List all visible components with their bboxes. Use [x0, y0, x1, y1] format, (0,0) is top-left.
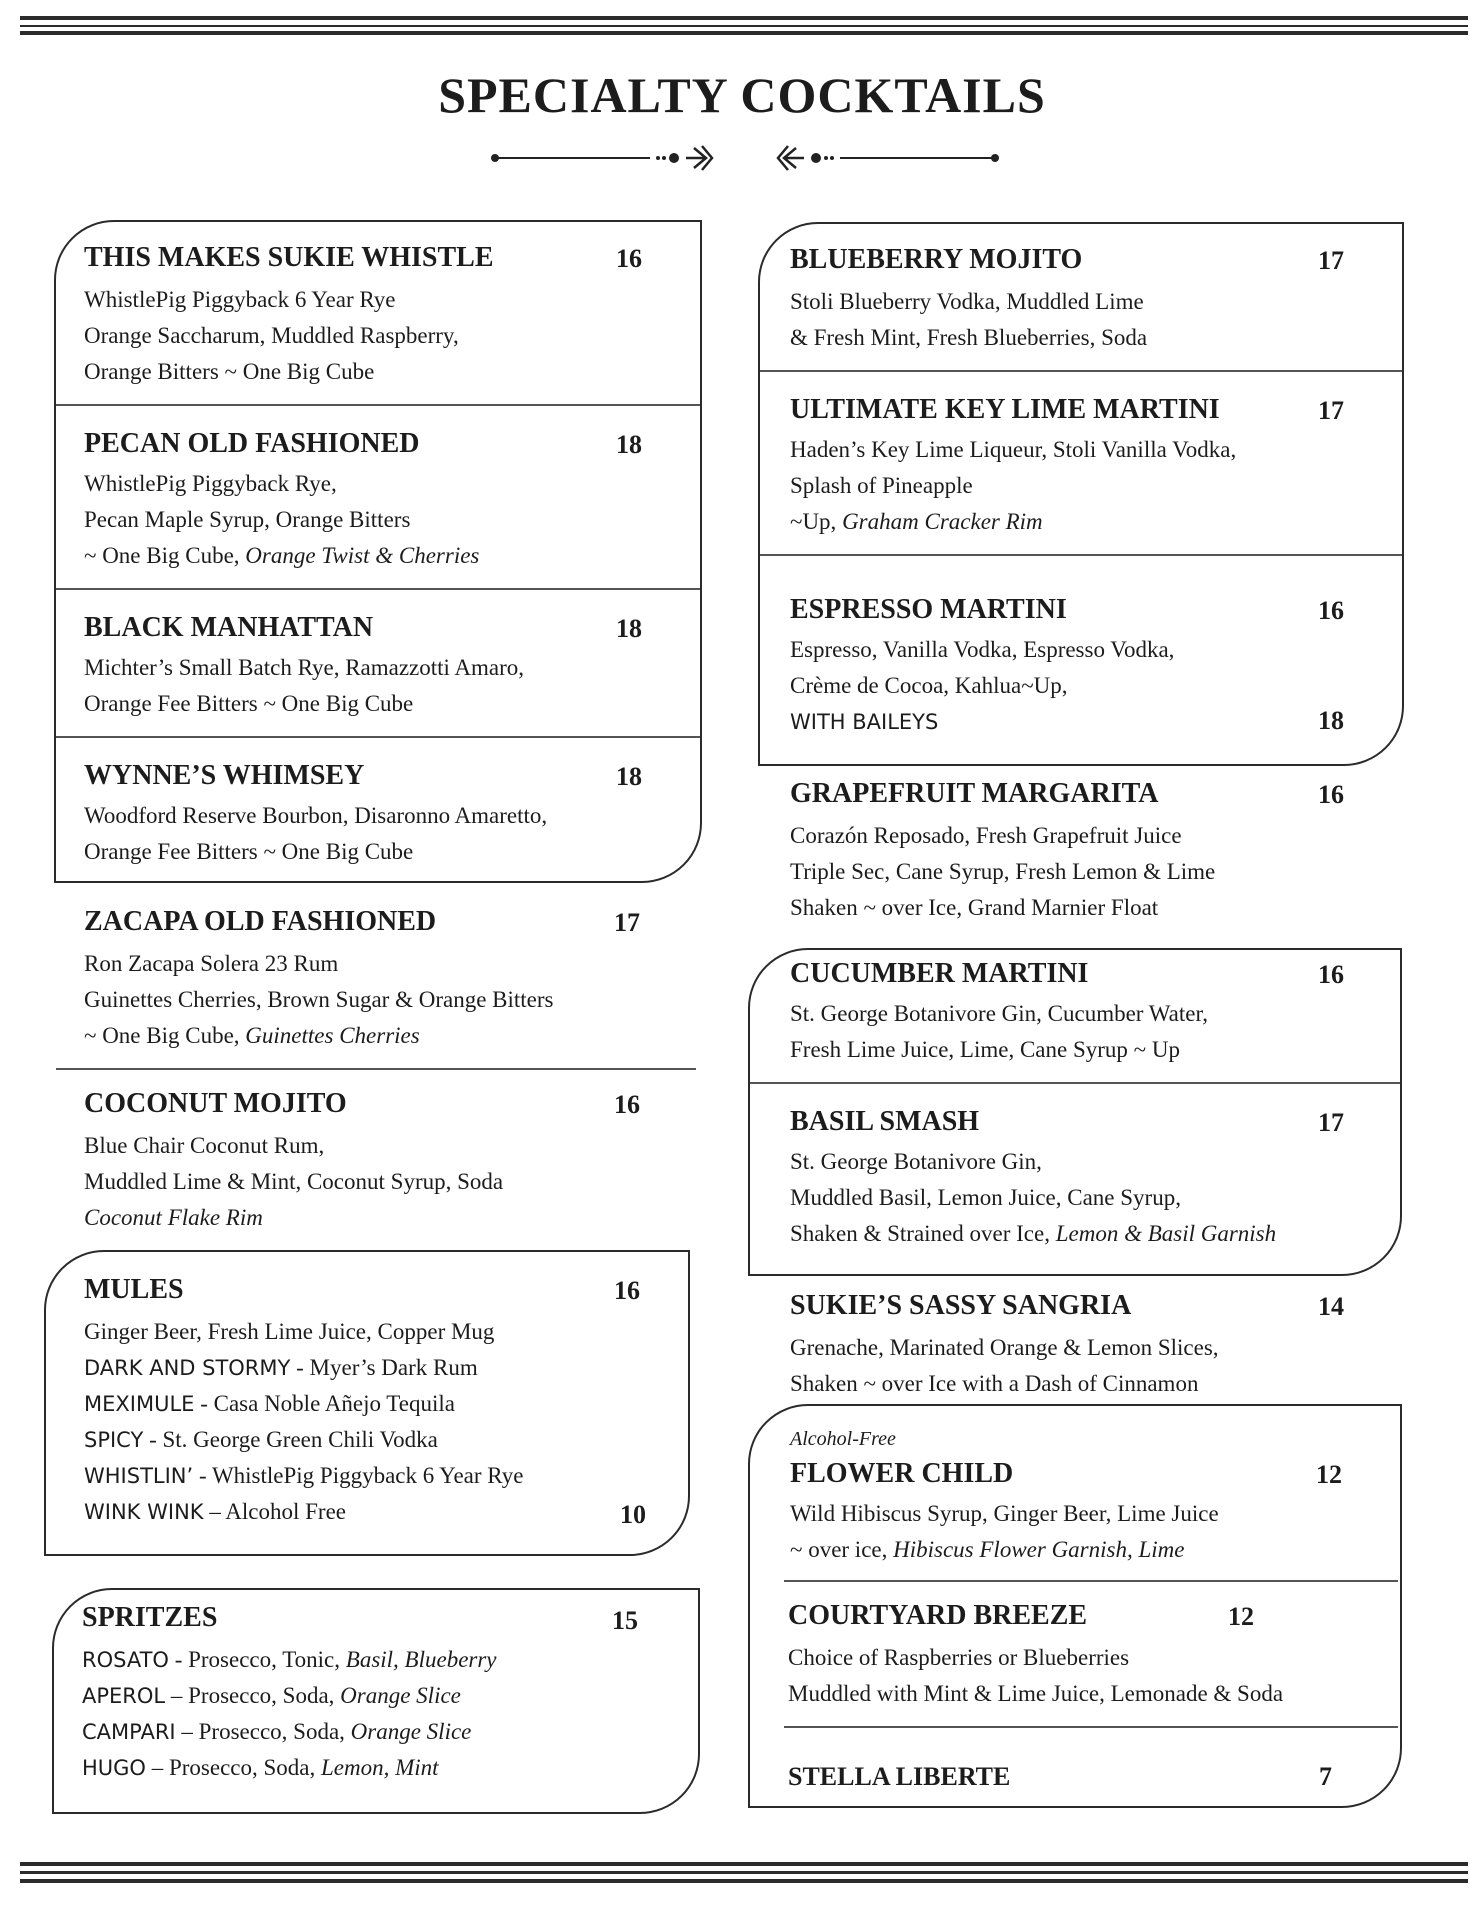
item-description — [84, 282, 459, 390]
divider — [56, 736, 700, 738]
bottom-rule-2 — [20, 1871, 1468, 1874]
item-price: 16 — [614, 1276, 640, 1305]
desc-line — [790, 1532, 1219, 1568]
desc-line: Wild Hibiscus Syrup, Ginger Beer, Lime Juice — [790, 1501, 1219, 1526]
variant-desc: Myer’s Dark Rum — [309, 1355, 478, 1380]
item-name: COURTYARD BREEZE — [788, 1600, 1088, 1631]
desc-line: Michter’s Small Batch Rye, Ramazzotti Amaro, — [84, 655, 525, 680]
variant-sep: – — [203, 1499, 226, 1524]
desc-text: ~Up, — [790, 509, 843, 534]
item-description — [84, 466, 479, 574]
desc-line: Orange Bitters ~ One Big Cube — [84, 359, 375, 384]
variant-line — [82, 1678, 497, 1714]
variant-sep: - — [143, 1427, 163, 1452]
desc-line: Corazón Reposado, Fresh Grapefruit Juice — [790, 823, 1182, 848]
variant-line — [84, 1458, 523, 1494]
item-name: STELLA LIBERTE — [788, 1762, 1011, 1791]
desc-line — [84, 1200, 503, 1236]
item-price: 16 — [1318, 960, 1344, 989]
item-name: SUKIE’S SASSY SANGRIA — [790, 1290, 1132, 1321]
desc-text: ~ One Big Cube, — [84, 543, 246, 568]
item-description — [790, 1144, 1276, 1252]
divider — [750, 1082, 1400, 1084]
desc-line: Triple Sec, Cane Syrup, Fresh Lemon & Lime — [790, 859, 1216, 884]
item-description — [790, 996, 1208, 1068]
desc-line: Muddled Lime & Mint, Coconut Syrup, Soda — [84, 1169, 504, 1194]
desc-line: Haden’s Key Lime Liqueur, Stoli Vanilla Vodka, — [790, 437, 1237, 462]
garnish-text: Orange Twist & Cherries — [245, 543, 480, 568]
variant-label: WHISTLIN’ — [84, 1464, 194, 1488]
ornament-divider-icon — [490, 140, 1000, 176]
item-price: 18 — [616, 430, 642, 459]
desc-line — [84, 1018, 554, 1054]
top-rule-2 — [20, 25, 1468, 27]
item-name: BASIL SMASH — [790, 1106, 980, 1137]
item-name: THIS MAKES SUKIE WHISTLE — [84, 242, 494, 273]
item-description — [790, 818, 1215, 926]
garnish-text: Graham Cracker Rim — [842, 509, 1043, 534]
variant-line — [82, 1642, 497, 1678]
item-price: 16 — [616, 244, 642, 273]
item-description — [788, 1640, 1283, 1712]
item-name: SPRITZES — [82, 1602, 218, 1633]
item-price: 12 — [1228, 1602, 1254, 1631]
desc-line: WhistlePig Piggyback 6 Year Rye — [84, 287, 396, 312]
item-description — [790, 284, 1147, 356]
variant-line — [84, 1494, 523, 1530]
item-name: CUCUMBER MARTINI — [790, 958, 1089, 989]
item-price: 12 — [1316, 1460, 1342, 1489]
item-price: 18 — [616, 614, 642, 643]
variant-desc: Prosecco, Soda, — [198, 1719, 351, 1744]
item-price: 17 — [614, 908, 640, 937]
garnish-text: Orange Slice — [350, 1719, 472, 1744]
alcohol-free-label: Alcohol-Free — [790, 1428, 896, 1450]
item-name: BLACK MANHATTAN — [84, 612, 374, 643]
bottom-rule-3 — [20, 1879, 1468, 1883]
variant-desc: WhistlePig Piggyback 6 Year Rye — [211, 1463, 524, 1488]
variant-line — [82, 1714, 497, 1750]
variant-sep: - — [168, 1647, 189, 1672]
garnish-text: Hibiscus Flower Garnish, Lime — [893, 1537, 1185, 1562]
garnish-text: Guinettes Cherries — [245, 1023, 420, 1048]
item-description — [82, 1642, 497, 1786]
item-price: 17 — [1318, 246, 1344, 275]
desc-line — [790, 704, 1174, 740]
item-name: GRAPEFRUIT MARGARITA — [790, 778, 1159, 809]
item-name: PECAN OLD FASHIONED — [84, 428, 420, 459]
item-price: 17 — [1318, 396, 1344, 425]
desc-line: Blue Chair Coconut Rum, — [84, 1133, 325, 1158]
variant-desc: St. George Green Chili Vodka — [162, 1427, 438, 1452]
item-description — [790, 632, 1174, 740]
desc-line: Orange Saccharum, Muddled Raspberry, — [84, 323, 459, 348]
variant-desc: Alcohol Free — [225, 1499, 347, 1524]
variant-desc: Prosecco, Tonic, — [188, 1647, 346, 1672]
item-name: ESPRESSO MARTINI — [790, 594, 1067, 625]
desc-line: Pecan Maple Syrup, Orange Bitters — [84, 507, 411, 532]
variant-sep: – — [145, 1755, 169, 1780]
item-name: WYNNE’S WHIMSEY — [84, 760, 365, 791]
item-name: BLUEBERRY MOJITO — [790, 244, 1083, 275]
variant-line — [82, 1750, 497, 1786]
baileys-price: 18 — [1318, 706, 1344, 735]
divider — [784, 1726, 1398, 1728]
wink-wink-price: 10 — [620, 1500, 646, 1529]
desc-line: & Fresh Mint, Fresh Blueberries, Soda — [790, 325, 1148, 350]
desc-text: ~ One Big Cube, — [84, 1023, 246, 1048]
divider — [760, 554, 1402, 556]
desc-line: Shaken ~ over Ice, Grand Marnier Float — [790, 895, 1159, 920]
variant-desc: Prosecco, Soda, — [168, 1755, 321, 1780]
item-price: 18 — [616, 762, 642, 791]
variant-sep: – — [165, 1683, 189, 1708]
divider — [56, 1068, 696, 1070]
desc-line: Grenache, Marinated Orange & Lemon Slices, — [790, 1335, 1219, 1360]
item-description — [84, 1128, 503, 1236]
item-name: FLOWER CHILD — [790, 1458, 1014, 1489]
desc-line: St. George Botanivore Gin, Cucumber Water, — [790, 1001, 1208, 1026]
item-price: 16 — [1318, 596, 1344, 625]
item-price: 17 — [1318, 1108, 1344, 1137]
variant-sep: – — [175, 1719, 199, 1744]
item-description — [84, 946, 554, 1054]
item-price: 15 — [612, 1606, 638, 1635]
desc-text: ~ over ice, — [790, 1537, 894, 1562]
item-description — [790, 1496, 1219, 1568]
desc-line — [84, 538, 479, 574]
desc-line: Ginger Beer, Fresh Lime Juice, Copper Mug — [84, 1319, 495, 1344]
variant-label: SPICY — [84, 1428, 144, 1452]
item-price: 7 — [1319, 1762, 1332, 1791]
desc-line: Orange Fee Bitters ~ One Big Cube — [84, 691, 414, 716]
desc-line — [790, 1216, 1276, 1252]
variant-desc: Prosecco, Soda, — [188, 1683, 341, 1708]
garnish-text: Orange Slice — [340, 1683, 461, 1708]
item-description — [84, 798, 547, 870]
item-name: ULTIMATE KEY LIME MARTINI — [790, 394, 1220, 425]
desc-line: Espresso, Vanilla Vodka, Espresso Vodka, — [790, 637, 1175, 662]
garnish-text: Coconut Flake Rim — [84, 1205, 263, 1230]
desc-line: Fresh Lime Juice, Lime, Cane Syrup ~ Up — [790, 1037, 1180, 1062]
item-name: COCONUT MOJITO — [84, 1088, 347, 1119]
desc-text: Shaken & Strained over Ice, — [790, 1221, 1056, 1246]
desc-line: Shaken ~ over Ice with a Dash of Cinnamon — [790, 1371, 1199, 1396]
divider — [56, 588, 700, 590]
divider — [784, 1580, 1398, 1582]
garnish-text: Basil, Blueberry — [345, 1647, 497, 1672]
variant-line — [84, 1386, 523, 1422]
item-description — [84, 1314, 523, 1530]
item-description — [790, 1330, 1219, 1402]
variant-label: ROSATO — [82, 1648, 169, 1672]
desc-line: Stoli Blueberry Vodka, Muddled Lime — [790, 289, 1144, 314]
item-price: 16 — [614, 1090, 640, 1119]
desc-line: Guinettes Cherries, Brown Sugar & Orange Bitters — [84, 987, 554, 1012]
variant-desc: Casa Noble Añejo Tequila — [213, 1391, 455, 1416]
variant-line — [84, 1350, 523, 1386]
page-title: SPECIALTY COCKTAILS — [438, 67, 1046, 123]
garnish-text: Lemon, Mint — [321, 1755, 439, 1780]
desc-line: Ron Zacapa Solera 23 Rum — [84, 951, 339, 976]
desc-line: Muddled Basil, Lemon Juice, Cane Syrup, — [790, 1185, 1181, 1210]
desc-line: Woodford Reserve Bourbon, Disaronno Amaretto, — [84, 803, 548, 828]
divider — [56, 404, 700, 406]
desc-line: Splash of Pineapple — [790, 473, 973, 498]
item-price: 16 — [1318, 780, 1344, 809]
top-rule-1 — [20, 16, 1468, 20]
desc-line: WhistlePig Piggyback Rye, — [84, 471, 337, 496]
item-price: 14 — [1318, 1292, 1344, 1321]
variant-label: CAMPARI — [82, 1720, 176, 1744]
top-rule-3 — [20, 31, 1468, 35]
variant-sep: - — [290, 1355, 310, 1380]
desc-line — [790, 504, 1236, 540]
divider — [760, 370, 1402, 372]
item-name: ZACAPA OLD FASHIONED — [84, 906, 437, 937]
desc-line: Crème de Cocoa, Kahlua~Up, — [790, 673, 1068, 698]
variant-label: DARK AND STORMY — [84, 1356, 291, 1380]
desc-line: Muddled with Mint & Lime Juice, Lemonade & Soda — [788, 1681, 1284, 1706]
item-name: MULES — [84, 1274, 184, 1305]
variant-line — [84, 1422, 523, 1458]
baileys-label: WITH BAILEYS — [790, 710, 939, 734]
item-description — [84, 650, 524, 722]
variant-label: WINK WINK — [84, 1500, 204, 1524]
desc-line: Choice of Raspberries or Blueberries — [788, 1645, 1130, 1670]
variant-label: MEXIMULE — [84, 1392, 195, 1416]
bottom-rule-1 — [20, 1862, 1468, 1866]
variant-label: APEROL — [82, 1684, 166, 1708]
desc-line: St. George Botanivore Gin, — [790, 1149, 1042, 1174]
variant-label: HUGO — [82, 1756, 146, 1780]
garnish-text: Lemon & Basil Garnish — [1055, 1221, 1277, 1246]
variant-sep: - — [193, 1463, 212, 1488]
desc-line: Orange Fee Bitters ~ One Big Cube — [84, 839, 414, 864]
item-description — [790, 432, 1236, 540]
variant-sep: - — [194, 1391, 214, 1416]
